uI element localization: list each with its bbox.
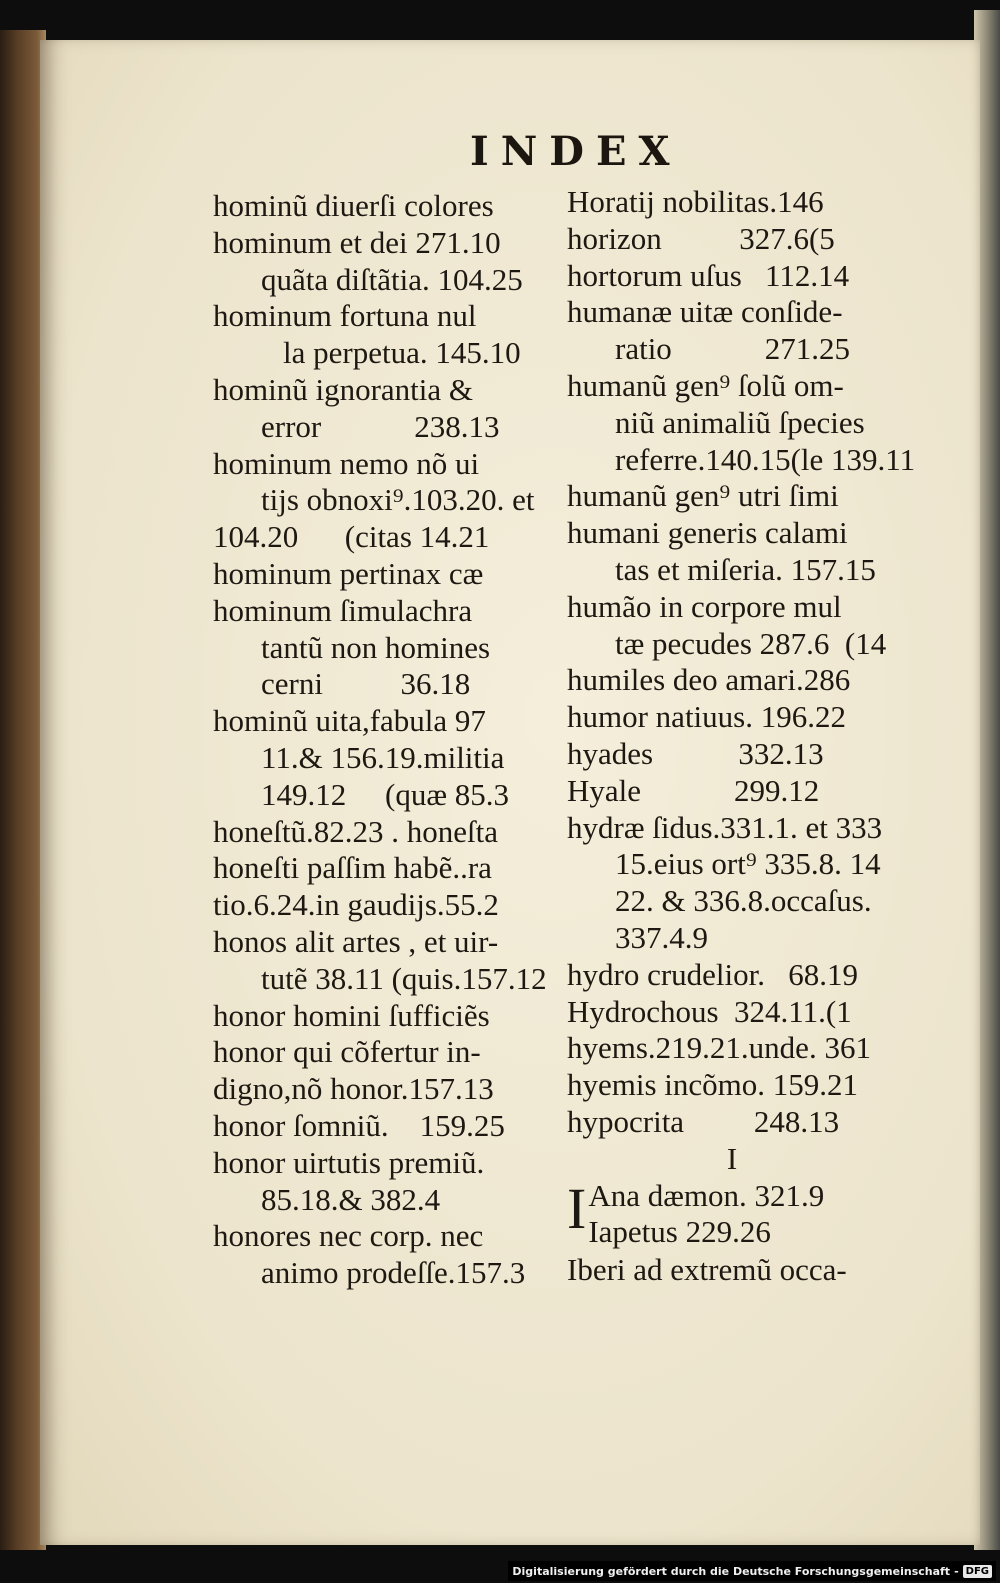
- index-entry: humanũ gen⁹ utri ſimi: [567, 478, 839, 514]
- index-entry: animo prodeſſe.157.3: [261, 1255, 526, 1291]
- index-entry: hominum nemo nõ ui: [213, 445, 480, 481]
- index-entry: I: [726, 1140, 738, 1176]
- digitization-footer: [508, 1561, 996, 1581]
- index-entry: quãta diſtãtia. 104.25: [261, 261, 523, 297]
- index-entry: hominum ſimulachra: [213, 592, 473, 628]
- index-entry: hominũ uita,fabula 97: [213, 703, 486, 739]
- index-entry: Ana dæmon. 321.9: [588, 1177, 825, 1213]
- index-entry: humanæ uitæ conſide-: [567, 294, 843, 330]
- i-section: [567, 1178, 897, 1289]
- index-entry: hypocrita 248.13: [567, 1103, 840, 1139]
- index-entry: tio.6.24.in gaudijs.55.2: [213, 887, 499, 923]
- index-entry: 149.12 (quæ 85.3: [261, 776, 509, 812]
- index-entry: hominũ diuerſi colores: [213, 188, 494, 223]
- index-entry: Hydrochous 324.11.(1: [567, 993, 852, 1029]
- index-entry: 337.4.9: [615, 919, 708, 955]
- index-entry: hortorum uſus 112.14: [567, 257, 850, 293]
- drop-initial-letter: I: [567, 1177, 587, 1241]
- right-index-lines: [567, 184, 916, 1178]
- index-entry: hominum fortuna nul: [213, 298, 477, 334]
- index-entry: niũ animaliũ ſpecies: [615, 404, 865, 440]
- index-entry: Horatij nobilitas.146: [567, 184, 824, 219]
- index-entry: tijs obnoxi⁹.103.20. et: [261, 482, 535, 518]
- index-entry: humor natiuus. 196.22: [567, 699, 846, 735]
- index-entry: honores nec corp. nec: [213, 1218, 484, 1254]
- left-index-column: [213, 188, 547, 1292]
- index-entry: 85.18.& 382.4: [261, 1181, 441, 1217]
- index-entry: hyems.219.21.unde. 361: [567, 1030, 871, 1066]
- index-entry: honos alit artes , et uir-: [213, 923, 499, 959]
- i-section-initial-block: [567, 1178, 897, 1252]
- index-entry: Iberi ad extremũ occa-: [567, 1251, 847, 1287]
- index-entry: Iapetus 229.26: [588, 1214, 771, 1250]
- page-header: INDEX: [470, 128, 682, 175]
- index-entry: horizon 327.6(5: [567, 220, 835, 256]
- index-entry: hydræ ſidus.331.1. et 333: [567, 809, 883, 845]
- index-entry: hydro crudelior. 68.19: [567, 956, 859, 992]
- index-entry: humanũ gen⁹ ſolũ om-: [567, 367, 844, 403]
- index-entry: hominũ ignorantia &: [213, 371, 474, 407]
- index-entry: hominum et dei 271.10: [213, 224, 501, 260]
- index-entry: referre.140.15(le 139.11: [615, 441, 916, 477]
- index-entry: tas et miſeria. 157.15: [615, 551, 876, 587]
- index-entry: Hyale 299.12: [567, 772, 820, 808]
- index-entry: error 238.13: [261, 408, 500, 444]
- index-entry: humiles deo amari.286: [567, 662, 851, 698]
- index-entry: honeſti paſſim habẽ..ra: [213, 850, 492, 886]
- index-entry: 11.& 156.19.militia: [261, 739, 505, 775]
- index-entry: humão in corpore mul: [567, 588, 842, 624]
- dfg-logo-icon: DFG: [963, 1565, 992, 1578]
- index-entry: honor qui cõfertur in-: [213, 1034, 481, 1070]
- index-entry: honeſtũ.82.23 . honeſta: [213, 813, 498, 849]
- index-entry: humani generis calami: [567, 515, 848, 551]
- index-entry: 22. & 336.8.occaſus.: [615, 883, 872, 919]
- index-entry: hyades 332.13: [567, 735, 824, 771]
- index-entry: tantũ non homines: [261, 629, 491, 665]
- index-entry: tutẽ 38.11 (quis.157.12: [261, 960, 547, 996]
- index-entry: 15.eius ort⁹ 335.8. 14: [615, 846, 881, 882]
- index-entry: tæ pecudes 287.6 (14: [615, 625, 887, 661]
- footer-separator: -: [954, 1564, 959, 1578]
- index-entry: honor uirtutis premiũ.: [213, 1144, 485, 1180]
- index-entry: 104.20 (citas 14.21: [213, 519, 490, 555]
- index-entry: honor ſomniũ. 159.25: [213, 1107, 505, 1143]
- index-entry: la perpetua. 145.10: [283, 335, 521, 371]
- footer-credit-text: Digitalisierung gefördert durch die Deutsche Forschungsgemeinschaft: [512, 1564, 951, 1578]
- index-entry: hominum pertinax cæ: [213, 555, 484, 591]
- index-entry: honor homini ſufficiẽs: [213, 997, 490, 1033]
- index-entry: digno,nõ honor.157.13: [213, 1071, 494, 1107]
- right-index-column: [567, 184, 916, 1288]
- index-entry: hyemis incõmo. 159.21: [567, 1067, 859, 1103]
- index-entry: cerni 36.18: [261, 666, 471, 702]
- index-entry: ratio 271.25: [615, 331, 851, 367]
